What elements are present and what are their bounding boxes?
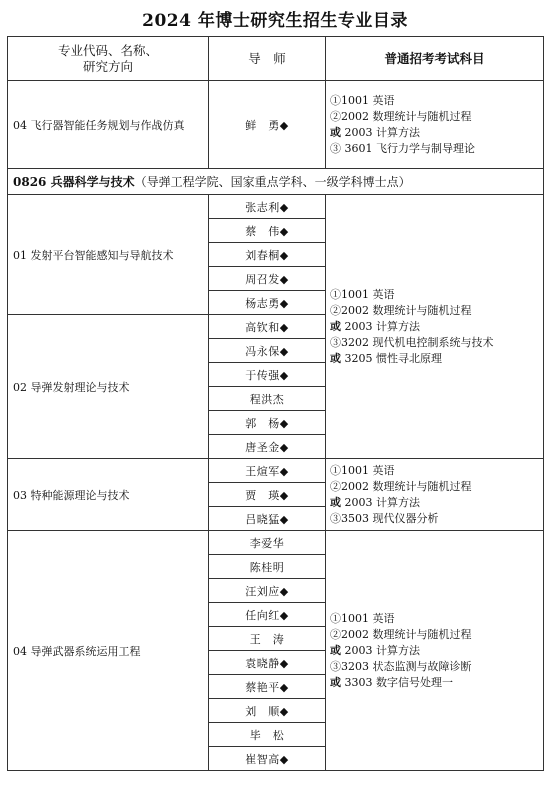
header-advisor: 导 师 [209,37,326,81]
exam-subjects [326,531,544,771]
header-major-line1: 专业代码、名称、 [57,42,158,58]
advisor-cell: 袁晓静◆ [209,651,326,675]
research-direction: 02 导弹发射理论与技术 [8,315,209,459]
table-row [8,195,544,219]
or-keyword: 或 [330,643,341,657]
header-row [8,37,544,81]
exam-line: 或 2003 计算方法 [330,495,420,509]
exam-subjects [326,195,544,459]
discipline-desc: （导弹工程学院、国家重点学科、一级学科博士点） [134,175,411,189]
advisor-cell: 汪刘应◆ [209,579,326,603]
advisor-cell: 王煊军◆ [209,459,326,483]
advisor-cell: 程洪杰 [209,387,326,411]
header-major [8,37,209,81]
advisor-cell: 杨志勇◆ [209,291,326,315]
catalog-table [7,36,544,771]
advisor-cell: 蔡 伟◆ [209,219,326,243]
advisor-cell: 毕 松 [209,723,326,747]
exam-line: ②2002 数理统计与随机过程 [330,303,472,317]
exam-line: ①1001 英语 [330,611,395,625]
or-keyword: 或 [330,495,341,509]
advisor-cell: 蔡艳平◆ [209,675,326,699]
advisor-cell: 郭 杨◆ [209,411,326,435]
advisor-cell: 周召发◆ [209,267,326,291]
exam-line: 或 2003 计算方法 [330,125,420,139]
exam-line: ①1001 英语 [330,93,395,107]
discipline-heading [8,169,544,195]
or-keyword: 或 [330,125,341,139]
research-direction: 01 发射平台智能感知与导航技术 [8,195,209,315]
advisor-cell: 张志利◆ [209,195,326,219]
advisor-cell: 于传强◆ [209,363,326,387]
exam-line: 或 3303 数字信号处理一 [330,675,453,689]
advisor-cell: 任向红◆ [209,603,326,627]
or-keyword: 或 [330,675,341,689]
advisor-cell: 崔智高◆ [209,747,326,771]
exam-line: ③ 3601 飞行力学与制导理论 [330,141,475,155]
header-exam: 普通招考考试科目 [326,37,544,81]
advisor-cell: 王 涛 [209,627,326,651]
research-direction: 04 飞行器智能任务规划与作战仿真 [8,81,209,169]
exam-line: ③3503 现代仪器分析 [330,511,439,525]
research-direction: 04 导弹武器系统运用工程 [8,531,209,771]
exam-line: 或 3205 惯性寻北原理 [330,351,442,365]
exam-line: ③3202 现代机电控制系统与技术 [330,335,494,349]
advisor-cell: 贾 瑛◆ [209,483,326,507]
research-direction: 03 特种能源理论与技术 [8,459,209,531]
advisor-cell: 唐圣金◆ [209,435,326,459]
exam-line: ②2002 数理统计与随机过程 [330,109,472,123]
exam-line: ①1001 英语 [330,287,395,301]
exam-subjects [326,81,544,169]
table-row [8,531,544,555]
advisor-cell: 高钦和◆ [209,315,326,339]
header-major-line2: 研究方向 [82,58,133,74]
table-row [8,81,544,169]
advisor-cell: 冯永保◆ [209,339,326,363]
discipline-code: 0826 兵器科学与技术 [13,175,135,189]
exam-line: ③3203 状态监测与故障诊断 [330,659,472,673]
or-keyword: 或 [330,319,341,333]
exam-line: ②2002 数理统计与随机过程 [330,479,472,493]
advisor-cell: 吕晓猛◆ [209,507,326,531]
advisor-cell: 刘春桐◆ [209,243,326,267]
or-keyword: 或 [330,351,341,365]
advisor-cell: 陈桂明 [209,555,326,579]
exam-line: 或 2003 计算方法 [330,319,420,333]
advisor-cell: 刘 顺◆ [209,699,326,723]
exam-line: 或 2003 计算方法 [330,643,420,657]
exam-line: ①1001 英语 [330,463,395,477]
exam-subjects [326,459,544,531]
category-row [8,169,544,195]
table-row [8,459,544,483]
exam-line: ②2002 数理统计与随机过程 [330,627,472,641]
advisor-cell: 李爱华 [209,531,326,555]
advisor-cell: 鲜 勇◆ [209,81,326,169]
page-title: 2024 年博士研究生招生专业目录 [142,11,408,31]
